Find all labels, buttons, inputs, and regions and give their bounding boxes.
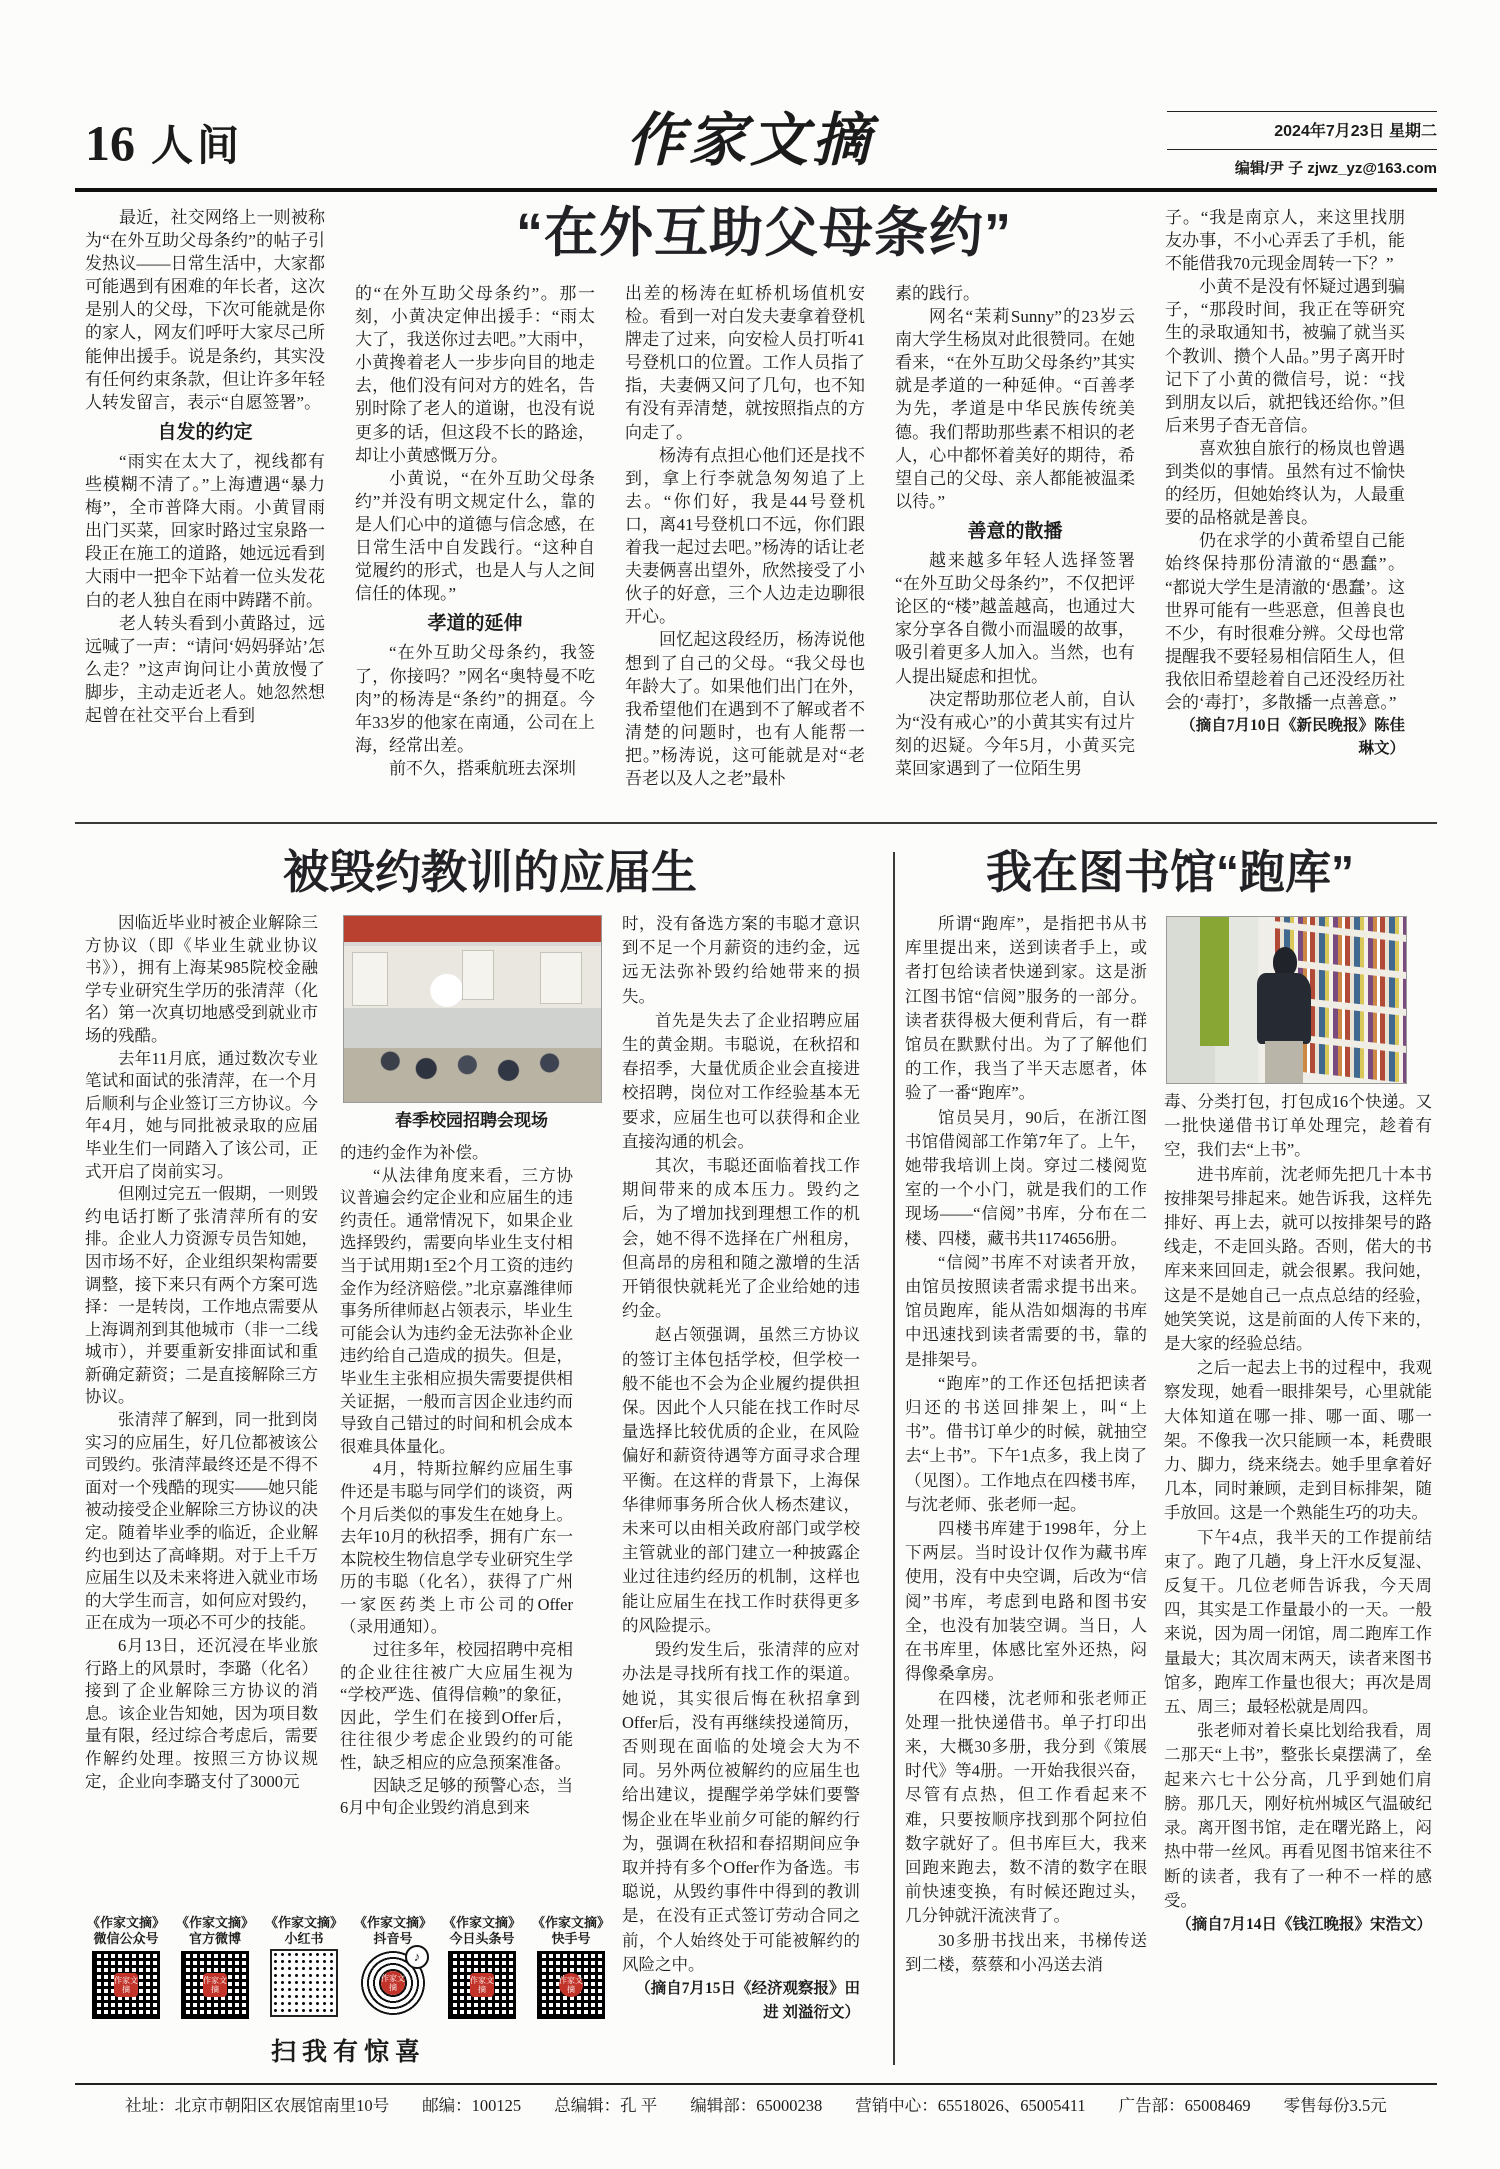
section-divider-rule <box>75 822 1437 824</box>
paragraph: 因缺乏足够的预警心态，当6月中旬企业毁约消息到来 <box>340 1775 573 1818</box>
right-article-col2 <box>1164 1090 1432 2065</box>
section-header <box>85 115 244 171</box>
qr-item-wechat: 《作家文摘》 微信公众号 作家文摘 <box>85 1915 167 2019</box>
paragraph: “雨实在太大了，视线都有些模糊不清了。”上海遭遇“暴力梅”，全市普降大雨。小黄冒雨出门买菜，回家时路过宝泉路一段正在施工的道路，她远远看到大雨中一把伞下站着一位头发花白的老人独自在雨中踌躇不前。 <box>85 451 325 610</box>
header-rule-top <box>1167 111 1437 112</box>
paragraph: 喜欢独自旅行的杨岚也曾遇到类似的事情。虽然有过不愉快的经历，但她始终认为，人最重要的品格就是善良。 <box>1165 438 1405 528</box>
top-article-col2 <box>355 282 595 806</box>
paragraph: 子。“我是南京人，来这里找朋友办事，不小心弄丢了手机，能不能借我70元现金周转一下？” <box>1165 208 1405 274</box>
red-seal-icon: 作家文摘 <box>559 1973 583 1997</box>
paragraph: 之后一起去上书的过程中，我观察发现，她看一眼排架号，心里就能大体知道在哪一排、哪一面、哪一架。不像我一次只能顾一本，耗费眼力、脚力，绕来绕去。她手里拿着好几本，同时兼顾，走到目标排架，随手放回。这是一个熟能生巧的功夫。 <box>1164 1358 1432 1523</box>
paragraph: 回忆起这段经历，杨涛说他想到了自己的父母。“我父母也年龄大了。如果他们出门在外，我希望他们在遇到不了解或者不清楚的问题时，也有人能帮一把。”杨涛说，这可能就是对“老吾老以及人之老”最朴 <box>625 630 865 788</box>
right-article-col1 <box>905 912 1147 2065</box>
paragraph: 赵占领强调，虽然三方协议的签订主体包括学校，但学校一般不能也不会为企业履约提供担保。因此个人只能在找工作时尽量选择比较优质的企业，在风险偏好和薪资待遇等方面寻求合理平衡。在这样的背景下，上海保华律师事务所合伙人杨杰建议，未来可以由相关政府部门或学校主管就业的部门建立一种披露企业过往违约经历的机制，这样也能让应届生在找工作时获得更多的风险提示。 <box>622 1325 860 1635</box>
left-article-col1 <box>85 912 318 1908</box>
paragraph: 小黄不是没有怀疑过遇到骗子，“那段时间，我正在等研究生的录取通知书，被骗了就当买个教训、攒个人品。”男子离开时记下了小黄的微信号，说：“找到朋友以后，就把钱还给你。”但后来男子杳无音信。 <box>1165 277 1405 435</box>
masthead-logo: 作家文摘 <box>625 108 874 173</box>
qr-item-toutiao: 《作家文摘》 今日头条号 作家文摘 <box>441 1915 523 2019</box>
right-article-title: 我在图书馆“跑库” <box>986 846 1354 898</box>
paragraph: 出差的杨涛在虹桥机场值机安检。看到一对白发夫妻拿着登机牌走了过来，向安检人员打听41号登机口的位置。工作人员指了指，夫妻俩又问了几句，也不知有没有弄清楚，就按照指点的方向走了。 <box>625 284 865 442</box>
paragraph: 的“在外互助父母条约”。那一刻，小黄决定伸出援手：“雨太大了，我送你过去吧。”大雨中，小黄搀着老人一步步向目的地走去，他们没有问对方的姓名，告别时除了老人的道谢，也没有说更多的话，但这段不长的路途，却让小黄感慨万分。 <box>355 284 595 465</box>
left-article-col3 <box>622 912 860 2065</box>
music-note-icon: ♪ <box>405 1945 429 1969</box>
editor-contact: 编辑/尹 子 zjwz_yz@163.com <box>1234 160 1437 177</box>
top-article-col1 <box>85 206 325 806</box>
paragraph: 4月，特斯拉解约应届生事件还是韦聪与同学们的谈资，两个月后类似的事发生在她身上。去年10月的秋招季，拥有广东一本院校生物信息学专业研究生学历的韦聪（化名），获得了广州一家医药类上市公司的Offer（录用通知）。 <box>340 1459 573 1637</box>
footer-info: 社址：北京市朝阳区农展馆南里10号 邮编：100125 总编辑：孔 平 编辑部：65000238 营销中心：65518026、65005411 广告部：65008469 零售每份3.5元 <box>125 2096 1387 2115</box>
librarian-figure <box>1248 947 1320 1083</box>
paragraph: 时，没有备选方案的韦聪才意识到不足一个月薪资的违约金，远远无法弥补毁约给她带来的损失。 <box>622 914 860 1006</box>
paragraph: （摘自7月14日《钱江晚报》宋浩文） <box>1176 1915 1432 1933</box>
paragraph: 张清萍了解到，同一批到岗实习的应届生，好几位都被该公司毁约。张清萍最终还是不得不面对一个残酷的现实——她只能被动接受企业解除三方协议的决定。随着毕业季的临近，企业解约也到达了高峰期。对于上千万应届生以及未来将进入就业市场的大学生而言，如何应对毁约，正在成为一项必不可少的技能。 <box>85 1410 318 1633</box>
paragraph: 素的践行。 <box>895 284 980 303</box>
booth-poster <box>462 950 494 1000</box>
top-article-col5 <box>1165 206 1405 806</box>
paragraph: 孝道的延伸 <box>427 613 523 635</box>
top-article-col4 <box>895 282 1135 806</box>
paragraph: 6月13日，还沉浸在毕业旅行路上的风景时，李璐（化名）接到了企业解除三方协议的消息。该企业告知她，因为项目数量有限，经过综合考虑后，需要作解约处理。按照三方协议规定，企业向李璐支付了3000元 <box>85 1636 318 1791</box>
paragraph: 越来越多年轻人选择签署“在外互助父母条约”，不仅把评论区的“楼”越盖越高，也通过大家分享各自微小而温暖的故事，吸引着更多人加入。当然，也有人提出疑虑和担忧。 <box>895 551 1135 686</box>
booth-poster <box>352 952 388 1006</box>
paragraph: 其次，韦聪还面临着找工作期间带来的成本压力。毁约之后，为了增加找到理想工作的机会，她不得不选择在广州租房，但高昂的房租和随之激增的生活开销很快就耗光了企业给她的违约金。 <box>622 1156 860 1321</box>
qr-item-weibo: 《作家文摘》 官方微博 作家文摘 <box>174 1915 256 2019</box>
paragraph: 前不久，搭乘航班去深圳 <box>389 758 576 778</box>
paragraph: 首先是失去了企业招聘应届生的黄金期。韦聪说，在秋招和春招季，大量优质企业会直接进校招聘，岗位对工作经验基本无要求，应届生也可以获得和企业直接沟通的机会。 <box>622 1010 860 1151</box>
paragraph: 下午4点，我半天的工作提前结束了。跑了几趟，身上汗水反复湿、反复干。几位老师告诉我，今天周四，其实是工作量最小的一天。一般来说，因为周一闭馆，周二跑库工作量最大；其次周末两天，读者来图书馆多，跑库工作量也很大；再次是周五、周三；最轻松就是周四。 <box>1164 1527 1432 1717</box>
page-number: 16 <box>85 115 135 171</box>
paragraph: 过往多年，校园招聘中亮相的企业往往被广大应届生视为“学校严选、值得信赖”的象征，因此，学生们在接到Offer后，往往很少考虑企业毁约的可能性，缺乏相应的应急预案准备。 <box>340 1640 573 1773</box>
kuaishou-qr-icon <box>537 1951 605 2019</box>
qr-item-xiaohongshu: 《作家文摘》 小红书 <box>263 1915 345 2019</box>
left-article-col2 <box>340 1142 573 1908</box>
paragraph: 30多册书找出来，书梯传送到二楼，蔡蔡和小冯送去消 <box>905 1930 1147 1974</box>
paragraph: “从法律角度来看，三方协议普遍会约定企业和应届生的违约责任。通常情况下，如果企业选择毁约，需要向毕业生支付相当于试用期1至2个月工资的违约金作为经济赔偿。”北京嘉潍律师事务所律师赵占领表示，毕业生可能会认为违约金无法弥补企业违约给自己造成的损失。但是，毕业生主张相应损失需要提供相关证据，一般而言因企业违约而导致自己错过的时间和机会成本很难具体量化。 <box>340 1165 573 1456</box>
issue-date: 2024年7月23日 星期二 <box>1274 123 1437 140</box>
career-fair-photo <box>343 915 602 1103</box>
paragraph: 善意的散播 <box>967 520 1063 542</box>
header-rule-mid <box>1167 149 1437 150</box>
paragraph: 杨涛有点担心他们还是找不到，拿上行李就急匆匆追了上去。“你们好，我是44号登机口，离41号登机口不远，你们跟着我一起过去吧。”杨涛的话让老夫妻俩喜出望外，欣然接受了小伙子的好意，三个人边走边聊很开心。 <box>625 445 865 627</box>
paragraph: （摘自7月10日《新民晚报》陈佳琳文） <box>1180 717 1405 758</box>
paragraph: “跑库”的工作还包括把读者归还的书送回排架上，叫“上书”。借书订单少的时候，就抽空去“上书”。下午1点多，我上岗了（见图）。工作地点在四楼书库，与沈老师、张老师一起。 <box>905 1373 1147 1514</box>
qr-item-douyin: 《作家文摘》 抖音号 ♪ 作家文摘 <box>352 1915 434 2019</box>
red-seal-icon: 作家文摘 <box>114 1973 138 1997</box>
paragraph: 决定帮助那位老人前，自认为“没有戒心”的小黄其实有过片刻的迟疑。今年5月，小黄买完菜回家遇到了一位陌生男 <box>895 689 1135 778</box>
red-seal-icon: 作家文摘 <box>470 1973 494 1997</box>
top-article-col3 <box>625 282 865 806</box>
paragraph: 所谓“跑库”，是指把书从书库里提出来，送到读者手上，或者打包给读者快递到家。这是浙江图书馆“信阅”服务的一部分。读者获得极大便利背后，有一群馆员在默默付出。为了了解他们的工作，我当了半天志愿者，体验了一番“跑库”。 <box>905 914 1147 1103</box>
paragraph: 网名“茉莉Sunny”的23岁云南大学生杨岚对此很赞同。在她看来，“在外互助父母条约”其实就是孝道的一种延伸。“百善孝为先，孝道是中华民族传统美德。我们帮助那些素不相识的老人，心中都怀着美好的期待，希望自己的父母、亲人都能被温柔以待。” <box>895 307 1135 511</box>
paragraph: 去年11月底，通过数次专业笔试和面试的张清萍，在一个月后顺利与企业签订三方协议。今年4月，她与同批被录取的应届毕业生们一同踏入了该公司，正式开启了岗前实习。 <box>85 1048 318 1181</box>
qr-slogan: 扫我有惊喜 <box>270 2038 426 2066</box>
wechat-qr-icon <box>92 1951 160 2019</box>
paragraph: 小黄说，“在外互助父母条约”并没有明文规定什么，靠的是人们心中的道德与信念感，在日常生活中自发践行。“这种自觉履约的形式，也是人与人之间信任的体现。” <box>355 468 595 604</box>
paragraph: “在外互助父母条约，我签了，你接吗？”网名“奥特曼不吃肉”的杨涛是“条约”的拥趸。今年33岁的他家在南通，公司在上海，经常出差。 <box>355 643 595 755</box>
section-name: 人间 <box>151 124 244 170</box>
paragraph: 自发的约定 <box>157 421 253 443</box>
weibo-qr-icon <box>181 1951 249 2019</box>
paragraph: 老人转头看到小黄路过，远远喊了一声：“请问‘妈妈驿站’怎么走？”这声询问让小黄放慢了脚步，主动走近老人。她忽然想起曾在社交平台上看到 <box>85 613 325 725</box>
library-stacks-photo <box>1166 916 1407 1084</box>
library-green-wall <box>1200 917 1229 1046</box>
footer-rule <box>75 2083 1437 2085</box>
paragraph: 毒、分类打包，打包成16个快递。又一批快递借书订单处理完，趁着有空，我们去“上书”。 <box>1164 1092 1432 1160</box>
paragraph: （摘自7月15日《经济观察报》田进 刘溢衍文） <box>635 1979 860 2022</box>
paragraph: 最近，社交网络上一则被称为“在外互助父母条约”的帖子引发热议——日常生活中，大家都可能遇到有困难的年长者，这次是别人的父母，下次可能就是你的家人，网友们呼吁大家尽己所能伸出援手。说是条约，其实没有任何约束条款，但让许多年轻人转发留言，表示“自愿签署”。 <box>85 208 325 412</box>
header-right-block <box>1167 108 1437 180</box>
douyin-qr-icon <box>361 1951 425 2015</box>
paragraph: 在四楼，沈老师和张老师正处理一批快递借书。单子打印出来，大概30多册，我分到《策展时代》等4册。一开始我很兴奋，尽管有点热，但工作看起来不难，只要按顺序找到那个阿拉伯数字就好了。但书库巨大，我来回跑来跑去，数不清的数字在眼前快速变换，有时候还跑过头，几分钟就汗流浃背了。 <box>905 1688 1147 1926</box>
xiaohongshu-qr-icon <box>272 1951 336 2015</box>
red-seal-icon: 作家文摘 <box>381 1971 405 1995</box>
top-article-headline: “在外互助父母条约” <box>516 203 1012 263</box>
red-seal-icon: 作家文摘 <box>203 1973 227 1997</box>
paragraph: 馆员吴月，90后，在浙江图书馆借阅部工作第7年了。上午，她带我培训上岗。穿过二楼阅览室的一个小门，就是我们的工作现场——“信阅”书库，分布在二楼、四楼，藏书共1174656册。 <box>905 1107 1147 1248</box>
qr-code-row <box>85 1915 612 2019</box>
paragraph: “信阅”书库不对读者开放，由馆员按照读者需求提书出来。馆员跑库，能从浩如烟海的书库中迅速找到读者需要的书，靠的是排架号。 <box>905 1252 1147 1369</box>
paragraph: 毁约发生后，张清萍的应对办法是寻找所有找工作的渠道。她说，其实很后悔在秋招拿到Offer后，没有再继续投递简历，否则现在面临的处境会大为不同。另外两位被解约的应届生也给出建议，提醒学弟学妹们要警惕企业在毕业前夕可能的解约行为，强调在秋招和春招期间应争取并持有多个Offer作为备选。韦聪说，从毁约事件中得到的教训是，在没有正式签订劳动合同之前，个人始终处于可能被解约的风险之中。 <box>622 1640 860 1974</box>
paragraph: 仍在求学的小黄希望自己能始终保持那份清澈的“愚蠢”。“都说大学生是清澈的‘愚蠢’。这世界可能有一些恶意，但善良也不少，有时很难分辨。父母也常提醒我不要轻易相信陌生人，但我依旧希望趁着自己还没经历社会的‘毒打’，多散播一点善意。” <box>1165 531 1405 712</box>
left-photo-caption: 春季校园招聘会现场 <box>395 1111 548 1130</box>
toutiao-qr-icon <box>448 1951 516 2019</box>
left-article-title: 被毁约教训的应届生 <box>283 846 697 898</box>
paragraph: 四楼书库建于1998年，分上下两层。当时设计仅作为藏书库使用，没有中央空调，后改为“信阅”书库，考虑到电路和图书安全，也没有加装空调。当日，人在书库里，体感比室外还热，闷得像桑拿房。 <box>905 1519 1147 1684</box>
header-thick-rule <box>75 188 1437 192</box>
paragraph: 张老师对着长桌比划给我看，周二那天“上书”，整张长桌摆满了，垒起来六七十公分高，几乎到她们肩膀。那几天，刚好杭州城区气温破纪录。离开图书馆，走在曙光路上，闷热中带一丝风。再看见图书馆来往不断的读者，我有了一种不一样的感受。 <box>1164 1721 1432 1910</box>
booth-poster <box>540 952 582 1004</box>
article-vertical-divider <box>893 852 895 2065</box>
paragraph: 因临近毕业时被企业解除三方协议（即《毕业生就业协议书》），拥有上海某985院校金融学专业研究生学历的张清萍（化名）第一次真切地感受到就业市场的残酷。 <box>85 913 318 1045</box>
paragraph: 进书库前，沈老师先把几十本书按排架号排起来。她告诉我，这样先排好、再上去，就可以按排架号的路线走，不走回头路。否则，偌大的书库来来回回走，就会很累。我问她，这是不是她自己一点点总结的经验，她笑笑说，这是前面的人传下来的，是大家的经验总结。 <box>1164 1164 1432 1354</box>
qr-item-kuaishou: 《作家文摘》 快手号 作家文摘 <box>530 1915 612 2019</box>
paragraph: 但刚过完五一假期，一则毁约电话打断了张清萍所有的安排。企业人力资源专员告知她，因市场不好，企业组织架构需要调整，接下来只有两个方案可选择：一是转岗，工作地点需要从上海调剂到其他城市（非一二线城市），并要重新安排面试和重新确定薪资；二是直接解除三方协议。 <box>85 1184 318 1407</box>
paragraph: 的违约金作为补偿。 <box>340 1143 489 1162</box>
